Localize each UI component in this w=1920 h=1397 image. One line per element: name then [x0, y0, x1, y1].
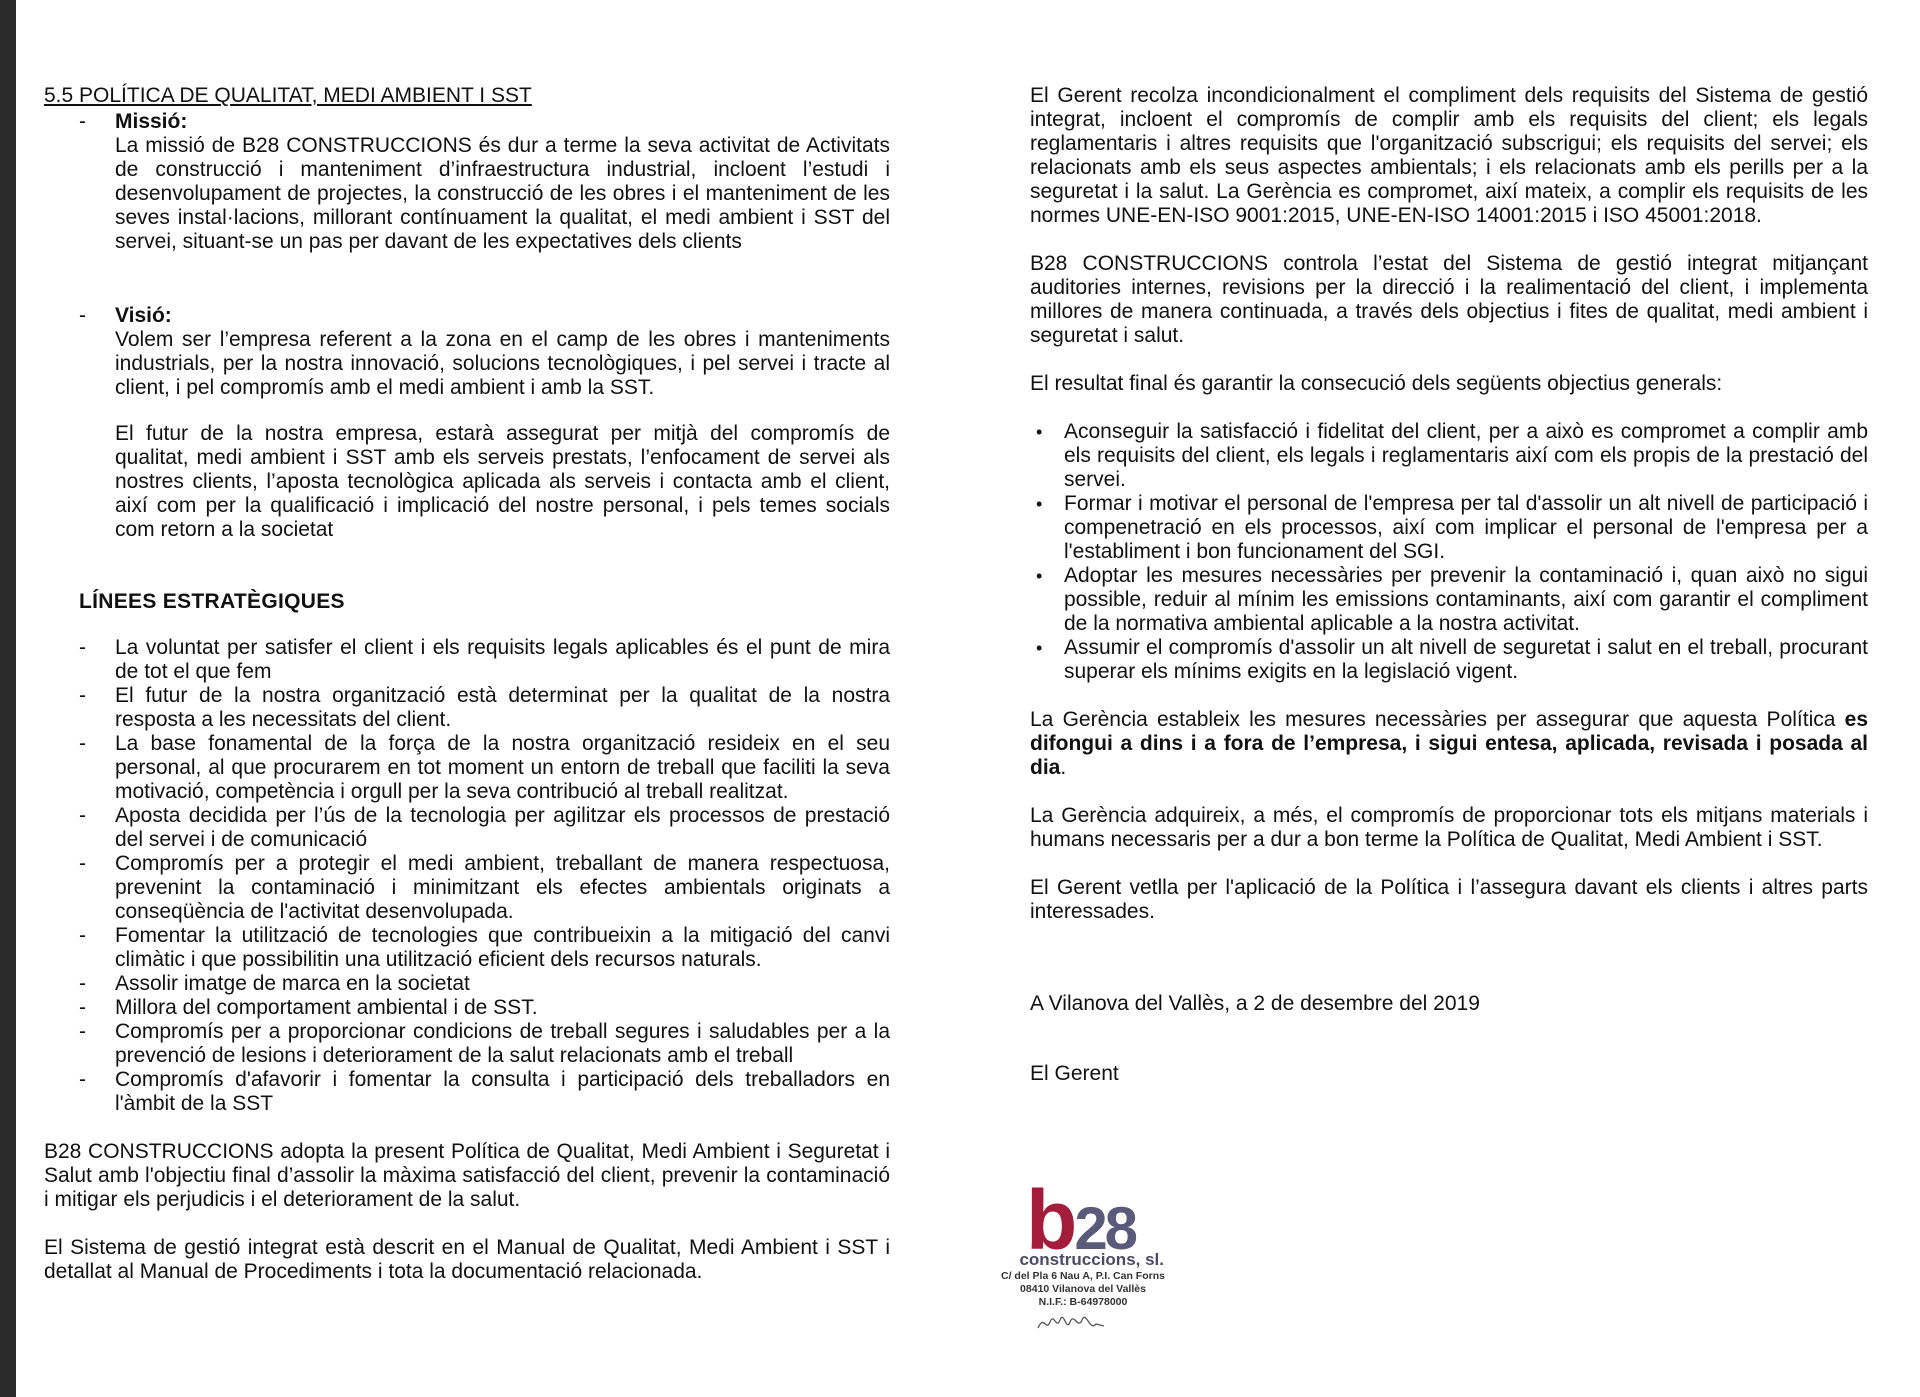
list-item-text: Compromís d'afavorir i fomentar la consulta i participació dels treballadors en l'àmbit de la SST — [115, 1068, 890, 1115]
dash-marker: - — [79, 1068, 86, 1091]
list-item — [44, 852, 890, 924]
dash-marker: - — [79, 972, 86, 995]
visio-text: Volem ser l’empresa referent a la zona en el camp de les obres i manteniments industrials, per la nostra innovació, solucions tecnològiques, i pel servei i tracte al client, i pel compromís amb el medi ambient i amb la SST. — [115, 328, 890, 399]
place-date: A Vilanova del Vallès, a 2 de desembre del 2019 — [1030, 992, 1480, 1015]
stamp-address: C/ del Pla 6 Nau A, P.I. Can Forns — [1001, 1270, 1165, 1282]
estableix-paragraph — [1030, 708, 1868, 780]
list-item — [1030, 564, 1868, 636]
gerent-paragraph: El Gerent recolza incondicionalment el compliment dels requisits del Sistema de gestió integrat, incloent el compromís de complir amb els requisits del client; els legals reglamentaris i altres requisits que l'organització subscrigui; els requisits del servei; els relacionats amb els seus aspectes ambientals; i els relacionats amb els perills per a la seguretat i la salut. La Gerència es compromet, així mateix, a complir els requisits de les normes UNE-EN-ISO 9001:2015, UNE-EN-ISO 14001:2015 i ISO 45001:2018. — [1030, 84, 1868, 227]
list-item-text: El futur de la nostra organització està determinat per la qualitat de la nostra resposta a les necessitats del client. — [115, 684, 890, 731]
dash-marker: - — [79, 1020, 86, 1043]
dash-marker: - — [79, 852, 86, 875]
list-item — [1030, 636, 1868, 684]
company-logo-stamp — [992, 1173, 1168, 1348]
list-item — [1030, 492, 1868, 564]
estableix-bold-text: es difongui a dins i a fora de l’empresa, i sigui entesa, aplicada, revisada i posada al dia — [1030, 708, 1868, 779]
list-item — [44, 972, 890, 996]
list-item-text: Assumir el compromís d'assolir un alt nivell de seguretat i salut en el treball, procurant superar els mínims exigits en la legislació vigent. — [1064, 636, 1868, 683]
adquireix-paragraph: La Gerència adquireix, a més, el compromís de proporcionar tots els mitjans materials i humans necessaris per a dur a bon terme la Política de Qualitat, Medi Ambient i SST. — [1030, 804, 1868, 851]
estableix-text: La Gerència estableix les mesures necessàries per assegurar que aquesta Política — [1030, 708, 1845, 731]
list-item — [44, 636, 890, 684]
list-item-text: Formar i motivar el personal de l'empresa per tal d'assolir un alt nivell de participació i compenetració en els processos, així com implicar el personal de l'empresa per a l'establiment i bon funcionament del SGI. — [1064, 492, 1868, 563]
logo-28: 28 — [1074, 1195, 1136, 1262]
dash-marker: - — [79, 996, 86, 1019]
dash-marker: - — [79, 636, 86, 659]
resultat-paragraph: El resultat final és garantir la consecució dels següents objectius generals: — [1030, 372, 1723, 395]
list-item — [1030, 420, 1868, 492]
section-heading: 5.5 POLÍTICA DE QUALITAT, MEDI AMBIENT I SST — [44, 84, 532, 107]
dash-marker: - — [79, 804, 86, 827]
list-item-text: Assolir imatge de marca en la societat — [115, 972, 470, 995]
dash-marker: - — [79, 924, 86, 947]
list-item — [44, 732, 890, 804]
visio-text-2: El futur de la nostra empresa, estarà assegurat per mitjà del compromís de qualitat, medi ambient i SST amb els serveis prestats, l’enfocament de servei als nostres clients, l’aposta tecnològica aplicada als serveis i contacta amb el client, així com per la qualificació i implicació del nostre personal, i pels temes socials com retorn a la societat — [115, 422, 890, 541]
handwritten-signature — [1036, 1308, 1106, 1338]
list-item — [44, 996, 890, 1020]
sistema-paragraph: El Sistema de gestió integrat està descrit en el Manual de Qualitat, Medi Ambient i SST i detallat al Manual de Procediments i tota la documentació relacionada. — [44, 1236, 890, 1283]
vetlla-paragraph: El Gerent vetlla per l'aplicació de la Política i l’assegura davant els clients i altres parts interessades. — [1030, 876, 1868, 923]
adopta-paragraph: B28 CONSTRUCCIONS adopta la present Política de Qualitat, Medi Ambient i Seguretat i Salut amb l'objectiu final d’assolir la màxima satisfacció del client, prevenir la contaminació i mitigar els perjudicis i el deteriorament de la salut. — [44, 1140, 890, 1211]
strategic-lines-title: LÍNEES ESTRATÈGIQUES — [79, 590, 345, 613]
missio-label: Missió: — [115, 110, 188, 133]
list-item-text: La voluntat per satisfer el client i els requisits legals aplicables és el punt de mira de tot el que fem — [115, 636, 890, 683]
bullet-marker: • — [1036, 422, 1043, 442]
missio-block — [44, 110, 890, 254]
dash-marker: - — [79, 732, 86, 755]
strategic-lines-list — [44, 636, 890, 1116]
logo-subtitle: construccions, sl. — [1019, 1250, 1164, 1269]
stamp-city: 08410 Vilanova del Vallès — [1020, 1283, 1146, 1295]
page-edge-shadow — [0, 0, 16, 1397]
list-item — [44, 924, 890, 972]
list-item-text: Aconseguir la satisfacció i fidelitat del client, per a això es compromet a complir amb els requisits del client, els legals i reglamentaris així com els propis de la prestació del servei. — [1064, 420, 1868, 491]
right-column — [1030, 84, 1868, 1086]
logo-b: b — [1026, 1173, 1075, 1267]
controla-paragraph: B28 CONSTRUCCIONS controla l’estat del Sistema de gestió integrat mitjançant auditories internes, revisions per la direcció i la realimentació del client, i implementa millores de manera continuada, a través dels objectius i fites de qualitat, medi ambient i seguretat i salut. — [1030, 252, 1868, 347]
stamp-nif: N.I.F.: B-64978000 — [1038, 1296, 1128, 1308]
dash-marker: - — [79, 304, 86, 327]
objectives-list — [1030, 420, 1868, 684]
list-item-text: Compromís per a proporcionar condicions de treball segures i saludables per a la prevenció de lesions i deteriorament de la salut relacionats amb el treball — [115, 1020, 890, 1067]
visio-block — [44, 304, 890, 542]
list-item-text: Aposta decidida per l’ús de la tecnologia per agilitzar els processos de prestació del servei i de comunicació — [115, 804, 890, 851]
missio-text: La missió de B28 CONSTRUCCIONS és dur a terme la seva activitat de Activitats de construcció i manteniment d’infraestructura industrial, incloent l’estudi i desenvolupament de projectes, la construcció de les obres i el manteniment de les seves instal·lacions, millorant contínuament la qualitat, el medi ambient i SST del servei, situant-se un pas per davant de les expectatives dels clients — [115, 134, 890, 253]
list-item — [44, 1068, 890, 1116]
list-item — [44, 804, 890, 852]
signer-title: El Gerent — [1030, 1062, 1119, 1085]
list-item-text: La base fonamental de la força de la nostra organització resideix en el seu personal, al que procurarem en tot moment un entorn de treball que faciliti la seva motivació, competència i orgull per la seva contribució al treball realitzat. — [115, 732, 890, 803]
list-item-text: Adoptar les mesures necessàries per prevenir la contaminació i, quan això no sigui possible, reduir al mínim les emissions contaminants, així com garantir el compliment de la normativa ambiental aplicable a la nostra activitat. — [1064, 564, 1868, 635]
address-stamp — [998, 1270, 1168, 1309]
list-item-text: Compromís per a protegir el medi ambient, treballant de manera respectuosa, prevenint la contaminació i minimitzant els efectes ambientals originats a conseqüència de l'activitat desenvolupada. — [115, 852, 890, 923]
bullet-marker: • — [1036, 638, 1043, 658]
list-item-text: Millora del comportament ambiental i de SST. — [115, 996, 538, 1019]
visio-label: Visió: — [115, 304, 172, 327]
dash-marker: - — [79, 684, 86, 707]
list-item — [44, 684, 890, 732]
estableix-end: . — [1060, 756, 1067, 779]
left-column — [44, 84, 890, 1284]
dash-marker: - — [79, 110, 86, 133]
bullet-marker: • — [1036, 566, 1043, 586]
list-item-text: Fomentar la utilització de tecnologies que contribueixin a la mitigació del canvi climàtic i que possibilitin una utilització eficient dels recursos naturals. — [115, 924, 890, 971]
list-item — [44, 1020, 890, 1068]
bullet-marker: • — [1036, 494, 1043, 514]
